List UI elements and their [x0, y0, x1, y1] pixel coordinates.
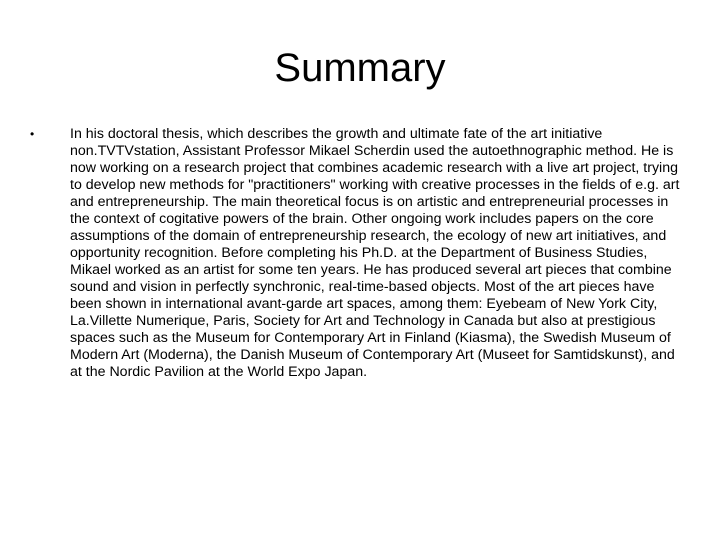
- bullet-text: In his doctoral thesis, which describes the growth and ultimate fate of the art initiative non.TVTVstation, Assistant Professor Mikael Scherdin used the autoethnographic method. He is now working on a research project that combines academic research with a live art project, trying to develop new methods for "practitioners" working with creative processes in the fields of e.g. art and entrepreneurship. The main theoretical focus is on artistic and entrepreneurial processes in the context of cogitative powers of the brain. Other ongoing work includes papers on the core assumptions of the domain of entrepreneurship research, the ecology of new art initiatives, and opportunity recognition. Before completing his Ph.D. at the Department of Business Studies, Mikael worked as an artist for some ten years. He has produced several art pieces that combine sound and vision in perfectly synchronic, real-time-based objects. Most of the art pieces have been shown in international avant-garde art spaces, among them: Eyebeam of New York City, La.Villette Numerique, Paris, Society for Art and Technology in Canada but also at prestigious spaces such as the Museum for Contemporary Art in Finland (Kiasma), the Swedish Museum of Modern Art (Moderna), the Danish Museum of Contemporary Art (Museet for Samtidskunst), and at the Nordic Pavilion at the World Expo Japan.: [70, 126, 680, 380]
- bullet-marker: •: [30, 127, 35, 141]
- slide-title: Summary: [274, 46, 446, 90]
- bullet-list: [30, 126, 682, 381]
- bullet-item: [30, 126, 682, 381]
